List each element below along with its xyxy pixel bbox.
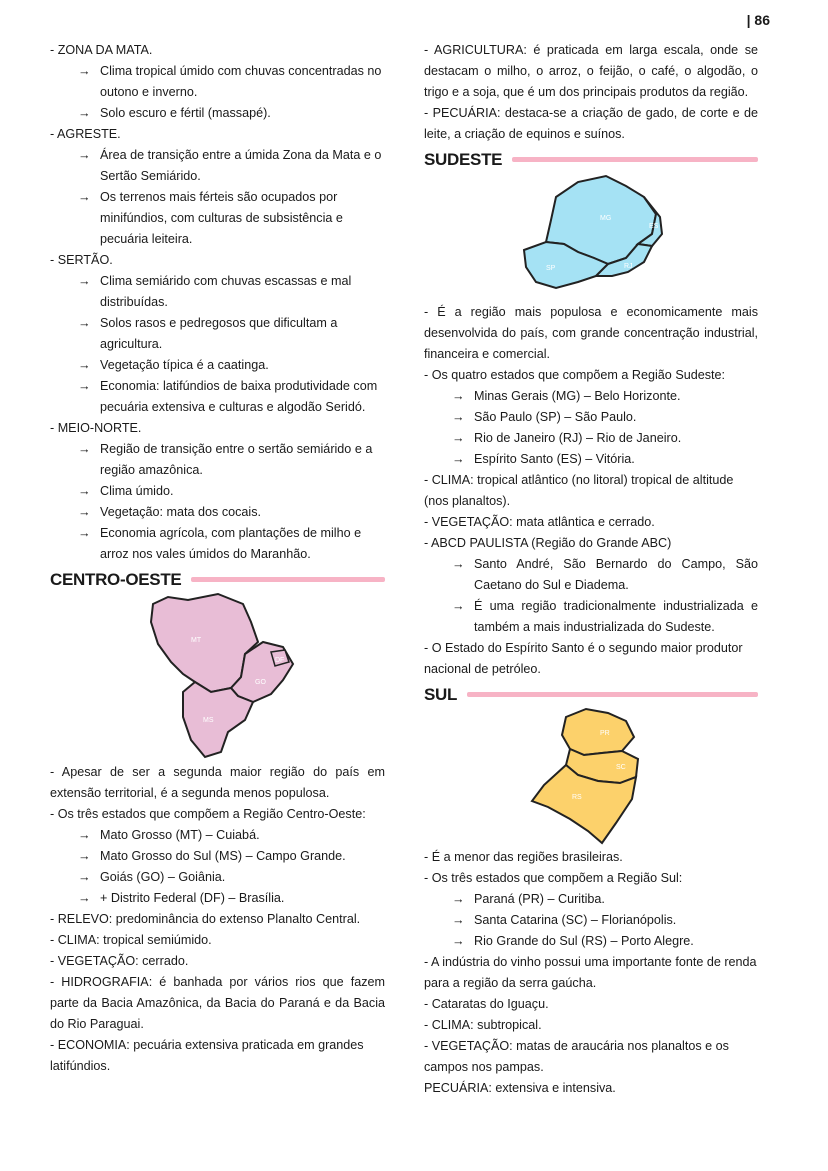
heading-underline [512,157,758,162]
arrow-right-icon: → [78,891,91,905]
arrow-right-icon: → [452,431,465,445]
arrow-right-icon: → [452,892,465,906]
arrow-right-icon: → [78,379,91,393]
map-label-mg: MG [600,215,612,222]
arrow-right-icon: → [452,934,465,948]
abcd-item: → Santo André, São Bernardo do Campo, São Caetano do Sul e Diadema. [424,554,758,596]
map-label-go: GO [254,679,266,686]
sudeste-heading-text: SUDESTE [424,150,503,169]
sudeste-vegetacao: - VEGETAÇÃO: mata atlântica e cerrado. [424,515,655,529]
state-item: → Goiás (GO) – Goiânia. [50,867,385,888]
map-label-sp: SP [546,265,556,272]
sertao-title: - SERTÃO. [50,253,113,267]
arrow-right-icon: → [78,316,91,330]
sudeste-petroleo: - O Estado do Espírito Santo é o segundo maior produtor nacional de petróleo. [424,641,743,676]
zona-mata-item: → Solo escuro e fértil (massapé). [50,103,385,124]
sul-heading-text: SUL [424,685,458,704]
fact-clima: - CLIMA: tropical semiúmido. [50,933,212,947]
abcd-item: → É uma região tradicionalmente industrializada e também a mais industrializada do Sudeste. [424,596,758,638]
state-item: → Rio Grande do Sul (RS) – Porto Alegre. [424,931,758,952]
state-item: → Paraná (PR) – Curitiba. [424,889,758,910]
map-pr [562,709,634,755]
sudeste-intro: - É a região mais populosa e economicamente mais desenvolvida do país, com grande concentração industrial, financeira e comercial. [424,305,758,361]
meio-norte-title: - MEIO-NORTE. [50,421,142,435]
sudeste-clima: - CLIMA: tropical atlântico (no litoral) tropical de altitude (nos planaltos). [424,473,734,508]
arrow-right-icon: → [452,389,465,403]
fact-hidrografia: - HIDROGRAFIA: é banhada por vários rios que fazem parte da Bacia Amazônica, da Bacia do Paraná e da Bacia do Rio Paraguai. [50,975,385,1031]
state-item: → + Distrito Federal (DF) – Brasília. [50,888,385,909]
agreste-item: → Os terrenos mais férteis são ocupados por minifúndios, com culturas de subsistência e pecuária leiteira. [50,187,385,250]
arrow-right-icon: → [78,106,91,120]
sertao-item: → Vegetação típica é a caatinga. [50,355,385,376]
arrow-right-icon: → [78,148,91,162]
meio-norte-item: → Clima úmido. [50,481,385,502]
fact-economia: - ECONOMIA: pecuária extensiva praticada em grandes latifúndios. [50,1038,364,1073]
centro-oeste-heading-text: CENTRO-OESTE [50,570,182,589]
arrow-right-icon: → [78,849,91,863]
fact-agricultura: - AGRICULTURA: é praticada em larga escala, onde se destacam o milho, o arroz, o feijão, o café, o algodão, o trigo e a soja, que é um dos principais produtos da região. [424,43,758,99]
sul-fact-vegetacao: - VEGETAÇÃO: matas de araucária nos planaltos e os campos nos pampas. [424,1039,729,1074]
state-item: → Espírito Santo (ES) – Vitória. [424,449,758,470]
zona-mata-item: → Clima tropical úmido com chuvas concentradas no outono e inverno. [50,61,385,103]
map-label-df: DF [274,657,284,664]
map-label-rs: RS [572,794,582,801]
state-item: → Mato Grosso (MT) – Cuiabá. [50,825,385,846]
state-item: → Mato Grosso do Sul (MS) – Campo Grande. [50,846,385,867]
left-column [50,40,385,1077]
fact-relevo: - RELEVO: predominância do extenso Planalto Central. [50,912,361,926]
abcd-title: - ABCD PAULISTA (Região do Grande ABC) [424,536,672,550]
agreste-title: - AGRESTE. [50,127,121,141]
sul-fact-vinho: - A indústria do vinho possui uma importante fonte de renda para a região da serra gaúcha. [424,955,757,990]
arrow-right-icon: → [452,452,465,466]
agreste-item: → Área de transição entre a úmida Zona da Mata e o Sertão Semiárido. [50,145,385,187]
sul-fact-clima: - CLIMA: subtropical. [424,1018,542,1032]
arrow-right-icon: → [78,442,91,456]
arrow-right-icon: → [78,870,91,884]
map-label-ms: MS [202,717,213,724]
arrow-right-icon: → [78,526,91,540]
arrow-right-icon: → [78,505,91,519]
map-label-pr: PR [600,730,610,737]
centro-oeste-map [50,592,385,762]
map-label-sc: SC [616,764,626,771]
fact-vegetacao: - VEGETAÇÃO: cerrado. [50,954,189,968]
arrow-right-icon: → [78,358,91,372]
map-label-mt: MT [190,637,201,644]
map-label-es: ES [649,223,659,230]
arrow-right-icon: → [78,274,91,288]
sudeste-states-title: - Os quatro estados que compõem a Região Sudeste: [424,368,726,382]
right-column [424,40,758,1099]
sul-states-title: - Os três estados que compõem a Região Sul: [424,871,683,885]
sertao-item: → Economia: latifúndios de baixa produtividade com pecuária extensiva e culturas e algodão Seridó. [50,376,385,418]
arrow-right-icon: → [78,190,91,204]
centro-oeste-states-title: - Os três estados que compõem a Região Centro-Oeste: [50,807,366,821]
meio-norte-item: → Vegetação: mata dos cocais. [50,502,385,523]
arrow-right-icon: → [452,557,465,571]
arrow-right-icon: → [452,913,465,927]
state-item: → Minas Gerais (MG) – Belo Horizonte. [424,386,758,407]
arrow-right-icon: → [452,599,465,613]
sertao-item: → Clima semiárido com chuvas escassas e mal distribuídas. [50,271,385,313]
sudeste-map [424,172,758,302]
arrow-right-icon: → [78,828,91,842]
meio-norte-item: → Economia agrícola, com plantações de milho e arroz nos vales úmidos do Maranhão. [50,523,385,565]
state-item: → Rio de Janeiro (RJ) – Rio de Janeiro. [424,428,758,449]
meio-norte-item: → Região de transição entre o sertão semiárido e a região amazônica. [50,439,385,481]
sudeste-heading [424,149,758,170]
arrow-right-icon: → [78,64,91,78]
centro-oeste-intro: - Apesar de ser a segunda maior região do país em extensão territorial, é a segunda menos populosa. [50,765,385,800]
state-item: → São Paulo (SP) – São Paulo. [424,407,758,428]
sul-heading [424,684,758,705]
heading-underline [467,692,758,697]
arrow-right-icon: → [452,410,465,424]
heading-underline [191,577,385,582]
page-number: | 86 [746,12,770,28]
sul-fact-cataratas: - Cataratas do Iguaçu. [424,997,549,1011]
fact-pecuaria: - PECUÁRIA: destaca-se a criação de gado, de corte e de leite, a criação de equinos e suínos. [424,106,758,141]
sul-fact-pecuaria: PECUÁRIA: extensiva e intensiva. [424,1081,616,1095]
sul-intro: - É a menor das regiões brasileiras. [424,850,623,864]
sertao-item: → Solos rasos e pedregosos que dificultam a agricultura. [50,313,385,355]
sul-map [424,707,758,847]
centro-oeste-heading [50,569,385,590]
state-item: → Santa Catarina (SC) – Florianópolis. [424,910,758,931]
arrow-right-icon: → [78,484,91,498]
map-label-rj: RJ [624,263,633,270]
zona-mata-title: - ZONA DA MATA. [50,43,153,57]
